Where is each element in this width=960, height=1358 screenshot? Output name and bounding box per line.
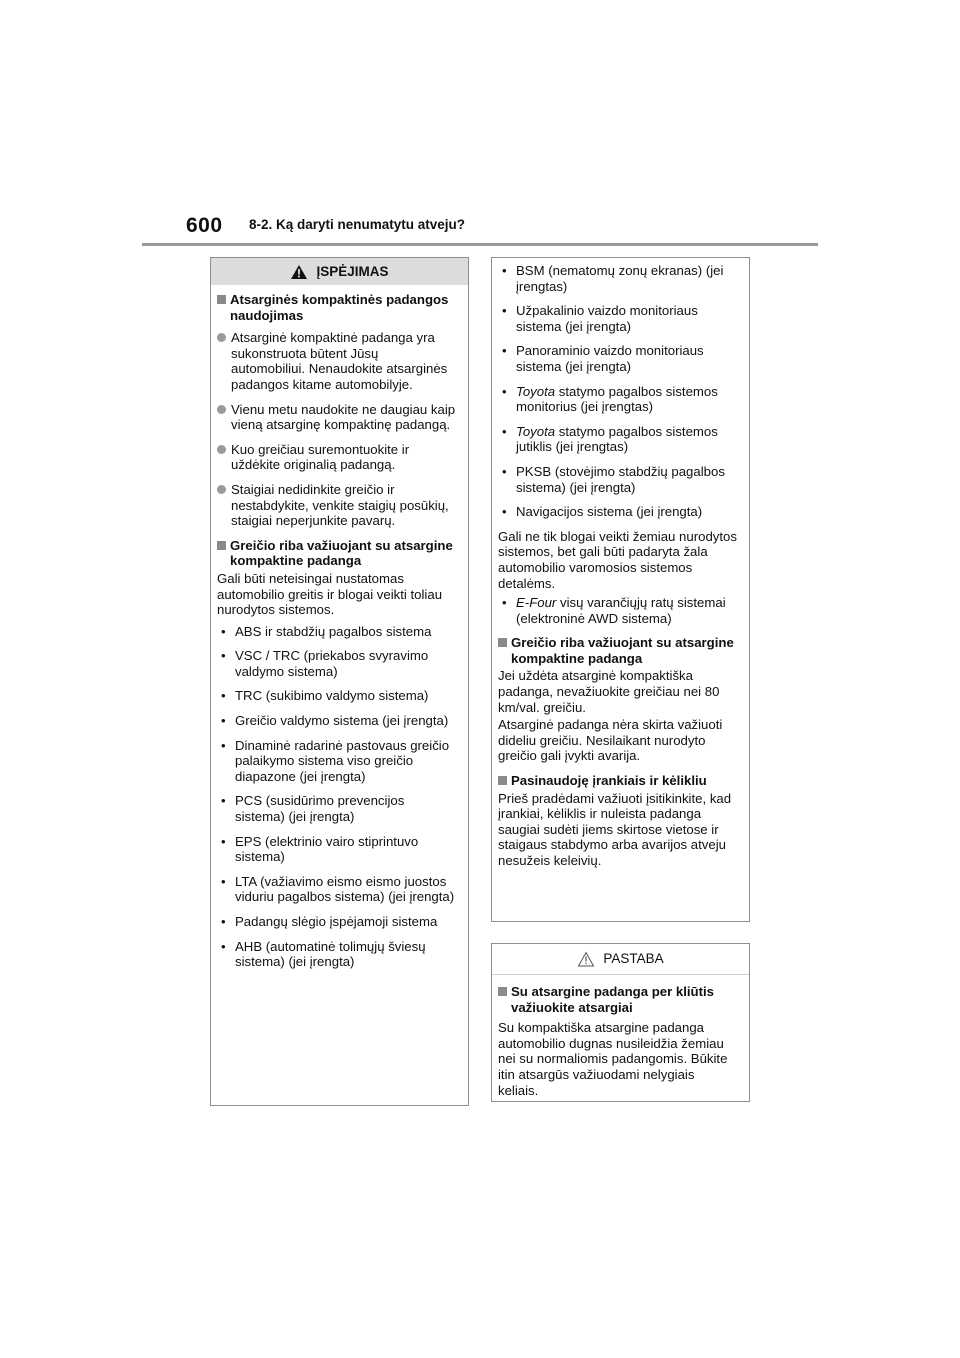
list-item: Atsarginė kompaktinė padanga yra sukonstruota būtent Jūsų automobiliui. Nenaudokite atsarginės padangos kitame automobilyje. [217, 330, 456, 392]
subheading-tools: Pasinaudoję įrankiais ir kėlikliu [498, 773, 737, 789]
list-item: • Dinaminė radarinė pastovaus greičio palaikymo sistema viso greičio diapazone (jei įrengta) [221, 737, 450, 784]
list-item: • AHB (automatinė tolimųjų šviesų sistema) (jei įrengta) [221, 938, 426, 970]
paragraph: Su kompaktiška atsargine padanga automobilio dugnas nusileidžia žemiau nei su normaliomis padangomis. Būkite itin atsargūs važiuodami nelygiais keliais. [498, 1020, 728, 1098]
subheading-speed: Greičio riba važiuojant su atsargine kompaktine padanga [217, 538, 456, 569]
list-item: • Panoraminio vaizdo monitoriaus sistema (jei įrengta) [502, 343, 704, 374]
list-item: • Toyota statymo pagalbos sistemos monitorius (jei įrengtas) [502, 383, 718, 415]
warning-title: ĮSPĖJIMAS [316, 263, 389, 279]
paragraph: Gali ne tik blogai veikti žemiau nurodytos sistemos, bet gali būti padaryta žala automobilio varomosios sistemos detalėms. [498, 528, 737, 591]
list-item: • Greičio valdymo sistema (jei įrengta) [221, 713, 449, 729]
page-number: 600 [186, 214, 223, 237]
list-item: • Padangų slėgio įspėjamoji sistema [221, 914, 438, 929]
notice-header [492, 944, 749, 975]
list-item: • TRC (sukibimo valdymo sistema) [221, 688, 429, 704]
paragraph: Prieš pradėdami važiuoti įsitikinkite, kad įrankiai, kėliklis ir nuleista padanga saugiai sudėti jiems skirtose vietose ir staigaus stabdymo arba avarijos atveju nesužeis keleivių. [498, 790, 732, 868]
subheading-spare: Atsarginės kompaktinės padangos naudojimas [217, 292, 456, 323]
list-item: • EPS (elektrinio vairo stiprintuvo sistema) [221, 833, 419, 865]
warning-triangle-icon [290, 264, 308, 280]
list-item: • Užpakalinio vaizdo monitoriaus sistema (jei įrengta) [502, 303, 698, 334]
notice-title: PASTABA [603, 951, 664, 967]
list-item: • E-Four visų varančiųjų ratų sistemai (elektroninė AWD sistema) [502, 595, 726, 626]
list-item: • ABS ir stabdžių pagalbos sistema [221, 623, 432, 639]
list-item: Kuo greičiau suremontuokite ir uždėkite originalią padangą. [217, 442, 456, 473]
paragraph: Gali būti neteisingai nustatomas automobilio greitis ir blogai veikti toliau nurodytos sistemos. [217, 570, 443, 618]
caution-triangle-icon [577, 951, 595, 967]
list-item: • Toyota statymo pagalbos sistemos jutiklis (jei įrengtas) [502, 423, 718, 455]
warning-header [211, 258, 468, 285]
warning-box-right [491, 257, 750, 922]
list-item: • LTA (važiavimo eismo eismo juostos viduriu pagalbos sistema) (jei įrengta) [221, 873, 455, 905]
list-item: • VSC / TRC (priekabos svyravimo valdymo sistema) [221, 648, 429, 679]
warning-box-left [210, 257, 469, 1106]
subheading-limit: Greičio riba važiuojant su atsargine kompaktine padanga [498, 635, 737, 666]
section-title: 8-2. Ką daryti nenumatytu atveju? [249, 217, 466, 232]
list-item: • Navigacijos sistema (jei įrengta) [502, 504, 703, 520]
paragraph: Atsarginė padanga nėra skirta važiuoti dideliu greičiu. Nesilaikant nurodyto greičio gali įvykti avarija. [498, 717, 723, 764]
paragraph: Jei uždėta atsarginė kompaktiška padanga, nevažiuokite greičiau nei 80 km/val. greičiu. [498, 668, 720, 715]
subheading-notice: Su atsargine padanga per kliūtis važiuokite atsargiai [498, 984, 737, 1015]
list-item: Staigiai nedidinkite greičio ir nestabdykite, venkite staigių posūkių, staigiai neperjunkite pavarų. [217, 482, 456, 529]
list-item: Vienu metu naudokite ne daugiau kaip vieną atsarginę kompaktinę padangą. [217, 402, 456, 433]
notice-box [491, 943, 750, 1102]
list-item: • PKSB (stovėjimo stabdžių pagalbos sistema) (jei įrengta) [502, 463, 725, 495]
list-item: • BSM (nematomų zonų ekranas) (jei įrengtas) [502, 263, 724, 294]
header-rule [142, 243, 818, 246]
list-item: • PCS (susidūrimo prevencijos sistema) (jei įrengta) [221, 793, 405, 825]
